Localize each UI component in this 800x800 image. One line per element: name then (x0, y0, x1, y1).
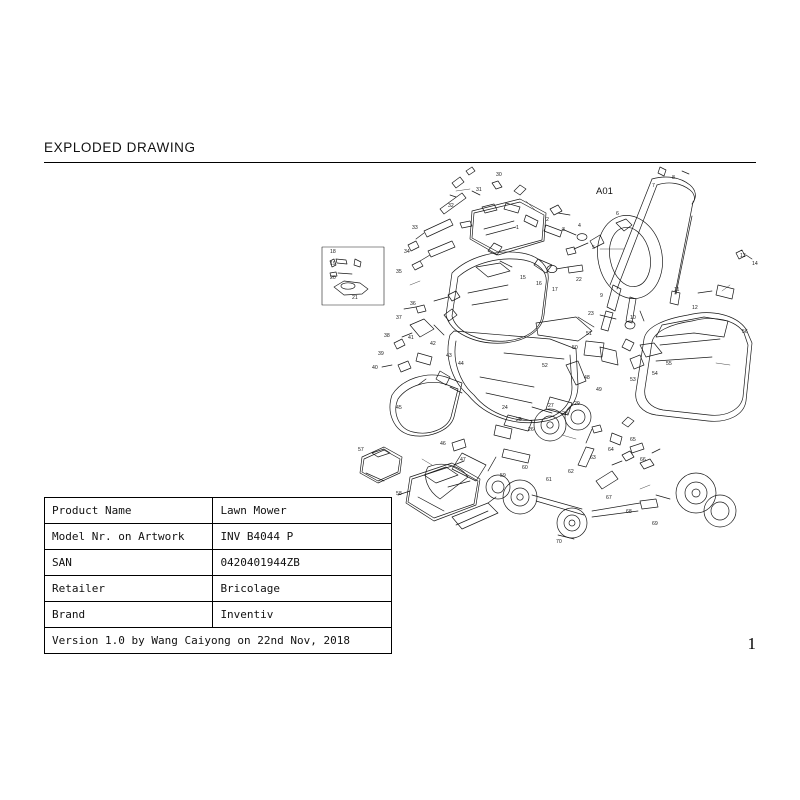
part-number: 31 (476, 187, 482, 193)
part-number: 46 (440, 441, 446, 447)
part-number: 10 (630, 315, 636, 321)
part-number: 63 (590, 455, 596, 461)
part-number: 57 (358, 447, 364, 453)
part-number: 20 (330, 275, 336, 281)
part-number: 70 (556, 539, 562, 545)
part-number: 40 (372, 365, 378, 371)
part-number: 61 (546, 477, 552, 483)
part-number: 18 (330, 249, 336, 255)
part-number: 15 (520, 275, 526, 281)
part-number: 39 (378, 351, 384, 357)
part-number: 30 (496, 172, 502, 178)
part-number: 67 (606, 495, 612, 501)
table-row-version (45, 628, 392, 654)
page-title: EXPLODED DRAWING (44, 140, 196, 155)
part-number: 34 (404, 249, 410, 255)
part-number: 58 (396, 491, 402, 497)
part-number: 64 (608, 447, 614, 453)
part-number: 49 (596, 387, 602, 393)
row-label-model-nr: Model Nr. on Artwork (45, 524, 213, 550)
part-number: 3 (562, 227, 565, 233)
row-value-san: 0420401944ZB (213, 550, 392, 576)
row-label-product-name: Product Name (45, 498, 213, 524)
part-number: 29 (574, 401, 580, 407)
table-row (45, 576, 392, 602)
title-divider (44, 162, 756, 163)
table-row (45, 602, 392, 628)
part-number: 21 (352, 295, 358, 301)
callout-a01: A01 (596, 186, 613, 197)
part-number: 12 (692, 305, 698, 311)
part-number: 52 (542, 363, 548, 369)
part-number: 11 (674, 287, 680, 293)
part-number: 5 (592, 245, 595, 251)
part-number: 17 (552, 287, 558, 293)
part-number: 27 (548, 403, 554, 409)
part-number: 41 (408, 335, 414, 341)
part-number: 45 (396, 405, 402, 411)
part-number: 6 (616, 211, 619, 217)
part-number: 66 (640, 457, 646, 463)
part-number: 35 (396, 269, 402, 275)
part-number: 36 (410, 301, 416, 307)
part-number: 42 (430, 341, 436, 347)
part-number: 25 (516, 417, 522, 423)
part-number: 48 (584, 375, 590, 381)
part-number: 2 (546, 217, 549, 223)
row-value-brand: Inventiv (213, 602, 392, 628)
table-row (45, 524, 392, 550)
row-value-retailer: Bricolage (213, 576, 392, 602)
row-label-san: SAN (45, 550, 213, 576)
row-value-product-name: Lawn Mower (213, 498, 392, 524)
part-number: 26 (528, 427, 534, 433)
part-number: 28 (562, 411, 568, 417)
row-value-model-nr: INV B4044 P (213, 524, 392, 550)
part-number: 43 (446, 353, 452, 359)
part-number: 60 (522, 465, 528, 471)
part-number: 9 (600, 293, 603, 299)
part-number: 47 (460, 457, 466, 463)
part-number: 62 (568, 469, 574, 475)
part-number: 55 (666, 361, 672, 367)
part-number: 14 (752, 261, 758, 267)
part-number: 7 (652, 183, 655, 189)
part-number: 33 (412, 225, 418, 231)
part-number: 68 (626, 509, 632, 515)
part-number: 50 (572, 345, 578, 351)
part-number: 22 (576, 277, 582, 283)
part-number: 54 (652, 371, 658, 377)
part-number: 56 (742, 329, 748, 335)
row-label-retailer: Retailer (45, 576, 213, 602)
part-number: 1 (516, 225, 519, 231)
part-number: 51 (586, 331, 592, 337)
part-number: 32 (448, 203, 454, 209)
part-number: 23 (588, 311, 594, 317)
product-info-table (44, 497, 392, 654)
part-number: 69 (652, 521, 658, 527)
part-number: 38 (384, 333, 390, 339)
part-number: 16 (536, 281, 542, 287)
table-row (45, 498, 392, 524)
part-number: 19 (330, 261, 336, 267)
table-row (45, 550, 392, 576)
row-label-brand: Brand (45, 602, 213, 628)
part-number: 13 (740, 253, 746, 259)
part-number: 4 (578, 223, 581, 229)
part-number: 37 (396, 315, 402, 321)
part-number: 8 (672, 175, 675, 181)
part-number: 65 (630, 437, 636, 443)
part-number: 53 (630, 377, 636, 383)
part-number: 24 (502, 405, 508, 411)
version-note: Version 1.0 by Wang Caiyong on 22nd Nov, 2018 (45, 628, 392, 654)
part-number: 44 (458, 361, 464, 367)
part-number: 59 (500, 473, 506, 479)
page-number: 1 (747, 634, 756, 653)
